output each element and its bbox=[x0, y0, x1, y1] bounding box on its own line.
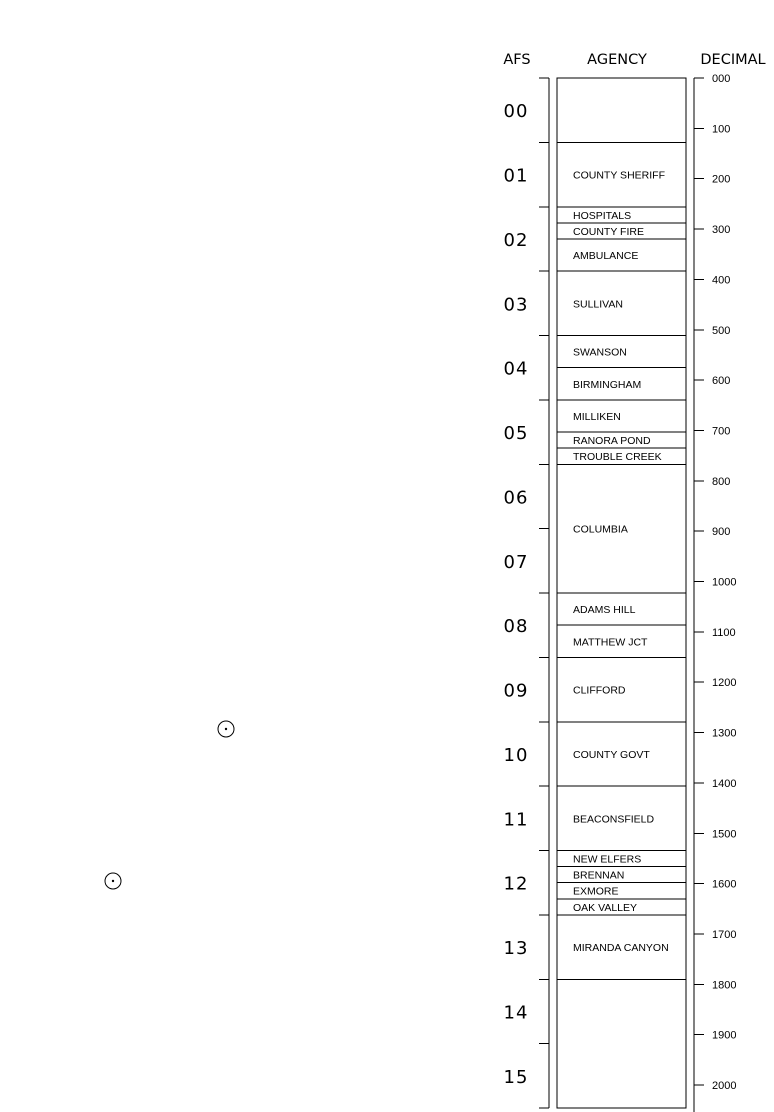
decimal-label: 1100 bbox=[712, 626, 736, 639]
agency-label: BIRMINGHAM bbox=[573, 378, 642, 391]
agency-label: CLIFFORD bbox=[573, 684, 626, 697]
decimal-label: 1700 bbox=[712, 928, 737, 941]
afs-label: 07 bbox=[503, 551, 529, 573]
agency-label: TROUBLE CREEK bbox=[573, 451, 662, 464]
decimal-label: 500 bbox=[712, 324, 731, 337]
agency-label: BRENNAN bbox=[573, 869, 625, 882]
afs-label: 14 bbox=[503, 1002, 529, 1024]
afs-label: 15 bbox=[503, 1066, 529, 1088]
agency-cell bbox=[557, 78, 686, 142]
afs-header: AFS bbox=[503, 52, 531, 68]
decimal-label: 000 bbox=[712, 73, 731, 85]
decimal-label: 1400 bbox=[712, 777, 737, 790]
decimal-label: 1800 bbox=[712, 979, 737, 992]
agency-header: AGENCY bbox=[587, 52, 647, 68]
agency-label: MIRANDA CANYON bbox=[573, 942, 669, 955]
agency-label: OAK VALLEY bbox=[573, 901, 638, 914]
decimal-label: 600 bbox=[712, 375, 731, 388]
afs-label: 09 bbox=[503, 680, 529, 702]
agency-label: ADAMS HILL bbox=[573, 604, 636, 617]
afs-label: 03 bbox=[503, 294, 529, 316]
agency-label: NEW ELFERS bbox=[573, 853, 642, 866]
afs-label: 04 bbox=[503, 358, 529, 380]
afs-label: 11 bbox=[503, 809, 529, 831]
afs-scale bbox=[504, 78, 549, 1108]
decimal-label: 700 bbox=[712, 425, 731, 438]
decimal-label: 800 bbox=[712, 475, 731, 488]
decimal-header: DECIMAL bbox=[700, 52, 766, 68]
decimal-label: 1300 bbox=[712, 727, 737, 740]
agency-label: MILLIKEN bbox=[573, 410, 621, 423]
agency-cell bbox=[557, 979, 686, 1108]
decimal-label: 900 bbox=[712, 526, 731, 539]
decimal-label: 1200 bbox=[712, 677, 737, 690]
agency-label: HOSPITALS bbox=[573, 209, 632, 222]
decimal-label: 1600 bbox=[712, 878, 737, 891]
agency-label: EXMORE bbox=[573, 885, 619, 898]
afs-label: 12 bbox=[503, 873, 529, 895]
agency-label: SULLIVAN bbox=[573, 298, 623, 311]
afs-label: 00 bbox=[503, 101, 529, 123]
agency-label: COUNTY FIRE bbox=[573, 225, 644, 238]
agency-column bbox=[557, 78, 686, 1108]
afs-label: 06 bbox=[503, 487, 529, 509]
afs-label: 10 bbox=[503, 744, 529, 766]
agency-label: COUNTY SHERIFF bbox=[573, 169, 665, 182]
decimal-label: 1000 bbox=[712, 576, 737, 589]
agency-label: MATTHEW JCT bbox=[573, 636, 648, 649]
agency-label: SWANSON bbox=[573, 346, 627, 359]
decimal-label: 400 bbox=[712, 274, 731, 287]
agency-label: AMBULANCE bbox=[573, 250, 639, 263]
decimal-label: 1500 bbox=[712, 828, 737, 841]
afs-label: 08 bbox=[503, 616, 529, 638]
marker-upper bbox=[218, 721, 234, 737]
decimal-label: 2000 bbox=[712, 1080, 737, 1092]
afs-label: 13 bbox=[503, 938, 529, 960]
agency-label: COUNTY GOVT bbox=[573, 748, 650, 761]
decimal-label: 100 bbox=[712, 123, 731, 136]
decimal-scale bbox=[694, 73, 736, 1112]
decimal-label: 200 bbox=[712, 173, 731, 186]
agency-label: COLUMBIA bbox=[573, 523, 628, 536]
afs-label: 01 bbox=[503, 165, 529, 187]
decimal-label: 1900 bbox=[712, 1029, 737, 1042]
afs-label: 05 bbox=[503, 423, 529, 445]
agency-label: RANORA POND bbox=[573, 435, 651, 448]
afs-label: 02 bbox=[503, 229, 529, 251]
decimal-label: 300 bbox=[712, 224, 731, 237]
agency-label: BEACONSFIELD bbox=[573, 813, 655, 826]
marker-lower bbox=[105, 873, 121, 889]
